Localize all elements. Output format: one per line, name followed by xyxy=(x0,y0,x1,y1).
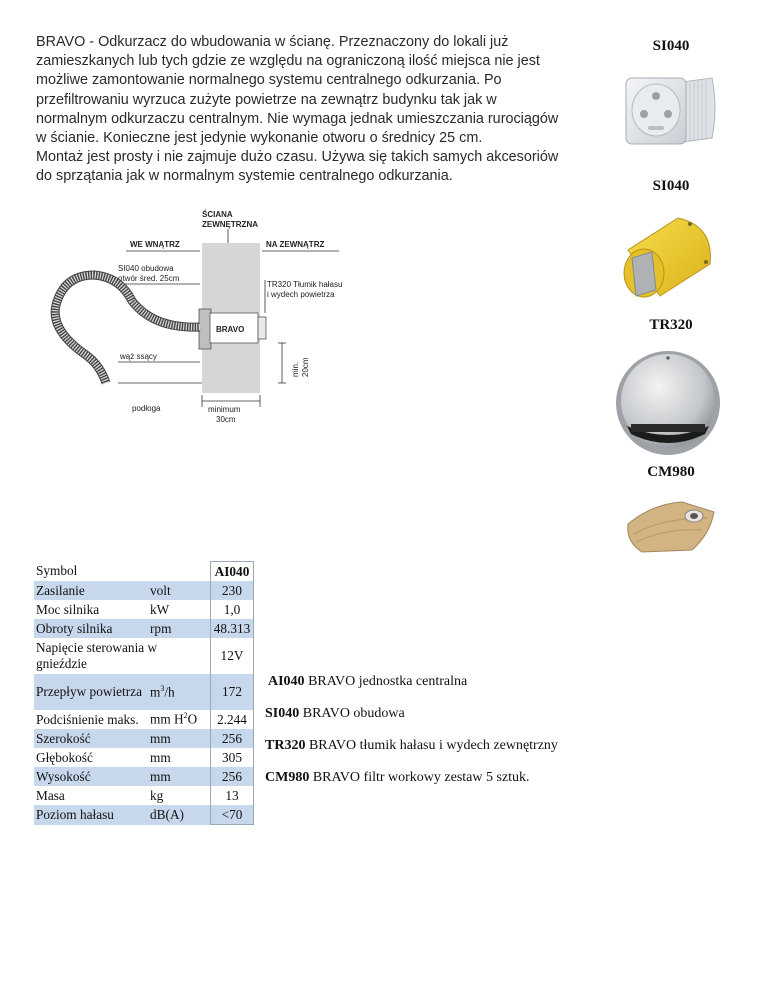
spec-value: 172 xyxy=(211,674,254,710)
intro-line: normalnym odkurzaczu centralnym. Nie wymaga jednak umieszczania rurociągów xyxy=(36,110,559,127)
spec-name: Napięcie sterowania w gnieździe xyxy=(36,640,158,671)
spec-value: 230 xyxy=(211,581,254,600)
spec-value: 12V xyxy=(211,638,254,674)
wall-label-2: ZEWNĘTRZNA xyxy=(202,220,258,229)
spec-value: <70 xyxy=(211,805,254,825)
spec-name: Moc silnika xyxy=(36,601,100,617)
si040-housing-image xyxy=(620,68,720,158)
specs-header-row xyxy=(34,562,254,582)
outside-label: NA ZEWNĄTRZ xyxy=(266,240,325,249)
legend-code: TR320 xyxy=(265,738,306,753)
table-row xyxy=(34,748,254,767)
spec-name: Głębokość xyxy=(36,749,93,765)
spec-unit: kg xyxy=(150,787,164,803)
table-row xyxy=(34,710,254,729)
intro-line: w ścianie. Konieczne jest jedynie wykonanie otworu o średnicy 25 cm. xyxy=(36,130,483,147)
intro-text xyxy=(36,33,616,187)
spec-name: Wysokość xyxy=(34,767,148,786)
table-row xyxy=(34,674,254,710)
table-row xyxy=(34,581,254,600)
spec-unit: mm xyxy=(148,767,211,786)
intro-line: zamieszkanych lub tych gdzie ze względu na ograniczoną ilość miejsca nie jest xyxy=(36,53,540,70)
table-row xyxy=(34,600,254,619)
exhaust-vent-image xyxy=(613,348,723,458)
intro-line: Montaż jest prosty i nie zajmuje dużo czasu. Używa się takich samych akcesoriów xyxy=(36,149,559,166)
silencer-label-1: TR320 Tłumik hałasu xyxy=(267,280,343,289)
installation-diagram xyxy=(34,205,374,435)
legend-code: AI040 xyxy=(268,674,305,689)
spec-unit: mm xyxy=(148,729,211,748)
product-label-tr320: TR320 xyxy=(649,317,693,333)
product-label-cm980: CM980 xyxy=(647,464,695,480)
product-label-si040: SI040 xyxy=(652,178,690,194)
intro-line: możliwe zamontowanie normalnego systemu centralnego odkurzania. Po xyxy=(36,72,502,89)
table-row xyxy=(34,619,254,638)
floor-label: podłoga xyxy=(132,404,161,413)
table-row xyxy=(34,729,254,748)
spec-value: 256 xyxy=(211,767,254,786)
legend-code: CM980 xyxy=(265,770,310,785)
intro-line: BRAVO - Odkurzacz do wbudowania w ścianę. Przeznaczony do lokali już xyxy=(36,34,509,50)
spec-name: Obroty silnika xyxy=(34,619,148,638)
intro-line: przefiltrowaniu wyrzuca zużyte powietrze na zewnątrz budynku tak jak w xyxy=(36,91,497,108)
spec-unit: mm xyxy=(150,749,171,765)
legend-code: SI040 xyxy=(265,706,300,721)
spec-unit: kW xyxy=(150,601,170,617)
spec-name: Szerokość xyxy=(34,729,148,748)
min-width-label-1: minimum xyxy=(208,405,241,414)
spec-name: Podciśnienie maks. xyxy=(36,711,139,727)
table-row xyxy=(34,805,254,825)
legend-text: BRAVO obudowa xyxy=(299,706,405,721)
min-height-label-1: min. xyxy=(291,361,300,377)
spec-name: Zasilanie xyxy=(34,581,148,600)
spec-name: Symbol xyxy=(36,563,78,579)
legend-item xyxy=(268,674,467,690)
unit-label: BRAVO xyxy=(216,325,245,334)
spec-value: 2.244 xyxy=(211,710,254,729)
legend-text: BRAVO filtr workowy zestaw 5 sztuk. xyxy=(309,770,530,785)
legend-text: BRAVO tłumik hałasu i wydech zewnętrzny xyxy=(305,738,558,753)
spec-name: Poziom hałasu xyxy=(34,805,148,825)
tr320-silencer-image xyxy=(618,212,718,302)
housing-label-1: SI040 obudowa xyxy=(118,264,174,273)
spec-value: 13 xyxy=(211,786,254,805)
legend-item xyxy=(265,770,530,786)
legend-item xyxy=(265,738,558,754)
hose-label: wąż ssący xyxy=(120,352,157,361)
min-height-label-2: 20cm xyxy=(301,357,310,377)
wall-label-1: ŚCIANA xyxy=(202,210,233,219)
table-row xyxy=(34,786,254,805)
specs-table xyxy=(34,561,254,825)
legend-item xyxy=(265,706,405,722)
filter-bags-image xyxy=(622,494,718,558)
spec-unit: mm $H^2O$ xyxy=(150,711,198,727)
spec-unit: $m^3/h$ xyxy=(148,674,211,710)
spec-value: 48.313 xyxy=(211,619,254,638)
product-label-si040-top: SI040 xyxy=(652,38,690,54)
spec-unit: rpm xyxy=(148,619,211,638)
housing-label-2: otwór śred. 25cm xyxy=(118,274,180,283)
spec-name: Przepływ powietrza xyxy=(34,674,148,710)
table-row xyxy=(34,638,254,674)
spec-name: Masa xyxy=(36,787,65,803)
spec-unit: dB(A) xyxy=(148,805,211,825)
spec-value: 1,0 xyxy=(211,600,254,619)
inside-label: WE WNĄTRZ xyxy=(130,240,180,249)
spec-value: 305 xyxy=(211,748,254,767)
table-row xyxy=(34,767,254,786)
spec-value: 256 xyxy=(211,729,254,748)
intro-line: do sprzątania jak w normalnym systemie centralnego odkurzania. xyxy=(36,168,453,185)
spec-unit: volt xyxy=(148,581,211,600)
silencer-label-2: i wydech powietrza xyxy=(267,290,335,299)
legend-text: BRAVO jednostka centralna xyxy=(304,674,468,689)
spec-value: AI040 xyxy=(211,562,254,582)
min-width-label-2: 30cm xyxy=(216,415,236,424)
spec-unit xyxy=(148,562,211,582)
